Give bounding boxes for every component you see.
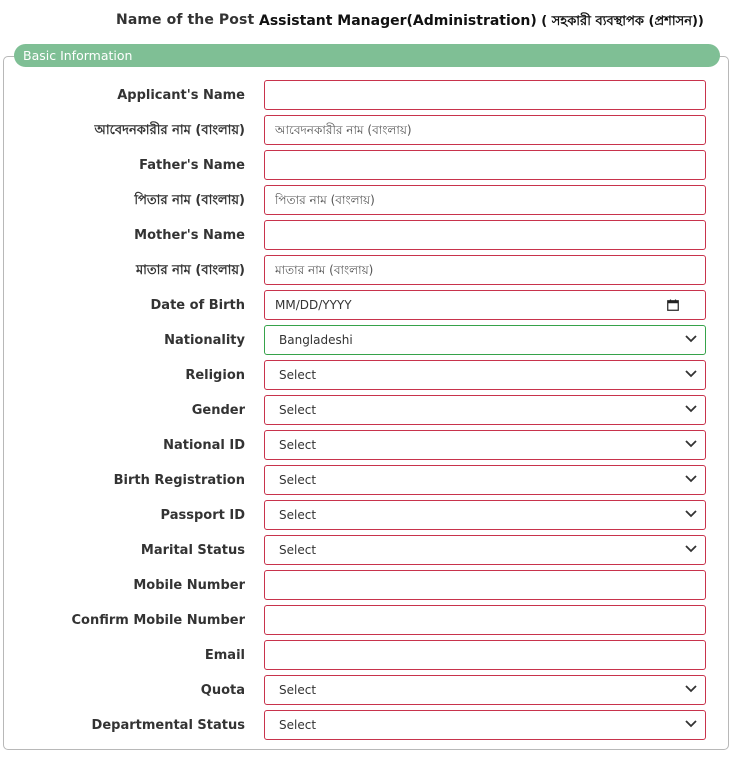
birth-registration-value: Select xyxy=(279,473,317,487)
marital-status-row xyxy=(0,535,738,565)
father-name-bn-label: পিতার নাম (বাংলায়) xyxy=(134,193,245,208)
mobile-input[interactable] xyxy=(264,570,706,600)
dob-row xyxy=(0,290,738,320)
religion-row xyxy=(0,360,738,390)
applicant-name-bn-row xyxy=(0,115,738,145)
father-name-row xyxy=(0,150,738,180)
marital-status-value: Select xyxy=(279,543,317,557)
birth-registration-label: Birth Registration xyxy=(113,473,245,488)
gender-value: Select xyxy=(279,403,317,417)
confirm-mobile-row xyxy=(0,605,738,635)
passport-id-select[interactable] xyxy=(264,500,706,530)
chevron-down-icon xyxy=(684,684,698,694)
chevron-down-icon xyxy=(684,369,698,379)
father-name-bn-row xyxy=(0,185,738,215)
mother-name-bn-input[interactable] xyxy=(264,255,706,285)
gender-select[interactable] xyxy=(264,395,706,425)
mother-name-bn-row xyxy=(0,255,738,285)
dob-input[interactable] xyxy=(264,290,706,320)
chevron-down-icon xyxy=(684,509,698,519)
marital-status-select[interactable] xyxy=(264,535,706,565)
chevron-down-icon xyxy=(684,439,698,449)
departmental-status-select[interactable] xyxy=(264,710,706,740)
chevron-down-icon xyxy=(684,474,698,484)
passport-id-row xyxy=(0,500,738,530)
gender-row xyxy=(0,395,738,425)
applicant-name-label: Applicant's Name xyxy=(117,88,245,103)
mobile-row xyxy=(0,570,738,600)
email-label: Email xyxy=(204,648,245,663)
chevron-down-icon xyxy=(684,719,698,729)
applicant-name-bn-label: আবেদনকারীর নাম (বাংলায়) xyxy=(94,123,245,138)
departmental-status-row xyxy=(0,710,738,740)
nationality-select[interactable] xyxy=(264,325,706,355)
section-title: Basic Information xyxy=(14,44,720,67)
national-id-row xyxy=(0,430,738,460)
mother-name-row xyxy=(0,220,738,250)
religion-label: Religion xyxy=(185,368,245,383)
national-id-select[interactable] xyxy=(264,430,706,460)
religion-value: Select xyxy=(279,368,317,382)
passport-id-label: Passport ID xyxy=(160,508,245,523)
quota-label: Quota xyxy=(200,683,245,698)
post-value-en: Assistant Manager(Administration) xyxy=(259,13,537,29)
email-row xyxy=(0,640,738,670)
gender-label: Gender xyxy=(191,403,245,418)
marital-status-label: Marital Status xyxy=(140,543,245,558)
nationality-value: Bangladeshi xyxy=(279,333,353,347)
post-row xyxy=(0,12,738,32)
departmental-status-value: Select xyxy=(279,718,317,732)
departmental-status-label: Departmental Status xyxy=(91,718,245,733)
father-name-label: Father's Name xyxy=(139,158,245,173)
applicant-name-row xyxy=(0,80,738,110)
father-name-input[interactable] xyxy=(264,150,706,180)
applicant-name-bn-input[interactable] xyxy=(264,115,706,145)
post-label: Name of the Post xyxy=(116,12,255,28)
post-value-bn: ( সহকারী ব্যবস্থাপক (প্রশাসন)) xyxy=(536,14,704,29)
dob-value: MM/DD/YYYY xyxy=(275,298,352,312)
religion-select[interactable] xyxy=(264,360,706,390)
mother-name-bn-label: মাতার নাম (বাংলায়) xyxy=(135,263,245,278)
email-input[interactable] xyxy=(264,640,706,670)
quota-value: Select xyxy=(279,683,317,697)
chevron-down-icon xyxy=(684,544,698,554)
birth-registration-select[interactable] xyxy=(264,465,706,495)
confirm-mobile-input[interactable] xyxy=(264,605,706,635)
national-id-label: National ID xyxy=(163,438,245,453)
dob-label: Date of Birth xyxy=(150,298,245,313)
applicant-name-input[interactable] xyxy=(264,80,706,110)
mother-name-label: Mother's Name xyxy=(134,228,245,243)
birth-registration-row xyxy=(0,465,738,495)
mother-name-input[interactable] xyxy=(264,220,706,250)
national-id-value: Select xyxy=(279,438,317,452)
father-name-bn-input[interactable] xyxy=(264,185,706,215)
nationality-row xyxy=(0,325,738,355)
quota-select[interactable] xyxy=(264,675,706,705)
passport-id-value: Select xyxy=(279,508,317,522)
post-value xyxy=(259,12,704,33)
mobile-label: Mobile Number xyxy=(133,578,245,593)
nationality-label: Nationality xyxy=(164,333,245,348)
calendar-icon[interactable] xyxy=(667,299,679,311)
quota-row xyxy=(0,675,738,705)
confirm-mobile-label: Confirm Mobile Number xyxy=(71,613,245,628)
chevron-down-icon xyxy=(684,334,698,344)
chevron-down-icon xyxy=(684,404,698,414)
